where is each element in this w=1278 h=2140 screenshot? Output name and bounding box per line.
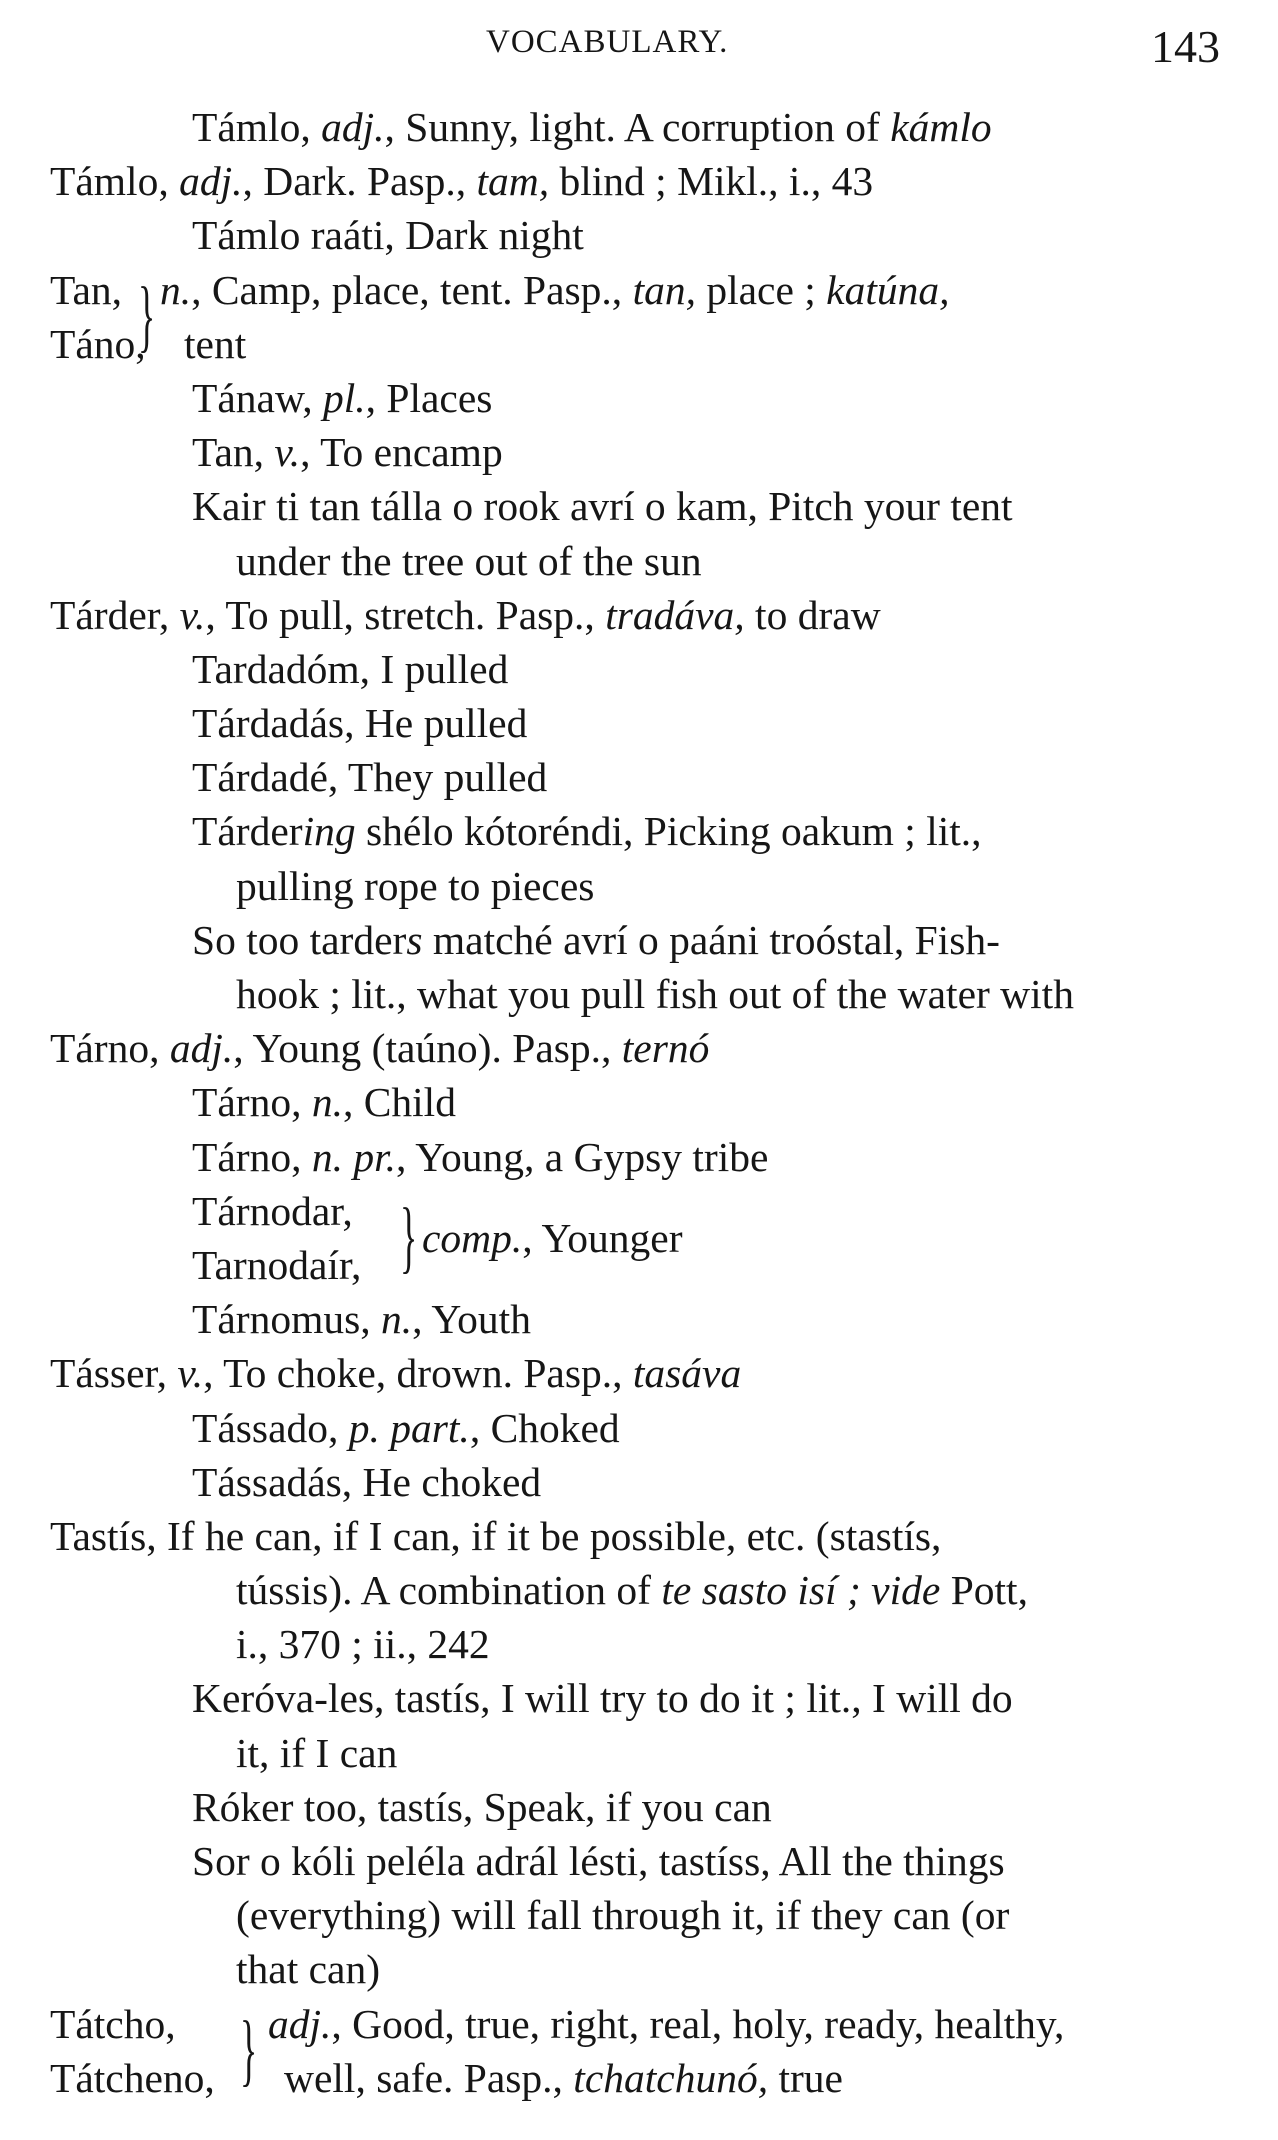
entry-line: Támlo, adj., Dark. Pasp., tam, blind ; Mikl., i., 43 xyxy=(50,158,874,205)
entry-line: under the tree out of the sun xyxy=(236,537,702,584)
entry-line: tússis). A combination of te sasto isí ; vide Pott, xyxy=(236,1567,1028,1614)
entry-line: Támlo, adj., Sunny, light. A corruption of kámlo xyxy=(192,104,992,150)
headword: Táno, xyxy=(50,320,146,367)
entry-line: Tássado, p. part., Choked xyxy=(192,1404,620,1451)
brace: } xyxy=(400,1192,418,1281)
entry-line: it, if I can xyxy=(236,1729,398,1776)
entry-line: Tardadóm, I pulled xyxy=(192,645,509,692)
entry-line: Kair ti tan tálla o rook avrí o kam, Pitch your tent xyxy=(192,483,1013,530)
entry-line: (everything) will fall through it, if they can (or xyxy=(236,1892,1010,1939)
entry-tan xyxy=(50,263,1220,371)
entry-line: Tastís, If he can, if I can, if it be possible, etc. (stastís, xyxy=(50,1512,942,1559)
running-title: VOCABULARY. xyxy=(486,24,729,60)
entry-line: Tánaw, pl., Places xyxy=(192,374,493,421)
vocabulary-entries xyxy=(50,100,1220,2105)
entry-line: tent xyxy=(184,320,247,367)
entry-line: that can) xyxy=(236,1946,381,1993)
entry-line: Tásser, v., To choke, drown. Pasp., tasáva xyxy=(50,1350,742,1397)
headword: Tátcho, xyxy=(50,2000,176,2047)
entry-line: well, safe. Pasp., tchatchunó, true xyxy=(284,2054,843,2101)
entry-line: comp., Younger xyxy=(422,1214,683,1261)
entry-line: n., Camp, place, tent. Pasp., tan, place ; katúna, xyxy=(160,266,950,313)
entry-line: Támlo raáti, Dark night xyxy=(192,212,584,259)
entry-line: pulling rope to pieces xyxy=(236,862,595,909)
entry-line: adj., Good, true, right, real, holy, ready, healthy, xyxy=(268,2000,1065,2047)
entry-line: Tárder, v., To pull, stretch. Pasp., tradáva, to draw xyxy=(50,591,881,638)
entry-line: Tárno, adj., Young (taúno). Pasp., ternó xyxy=(50,1025,710,1072)
entry-line: Tárdadás, He pulled xyxy=(192,700,528,747)
headword: Tárnodar, xyxy=(192,1187,353,1234)
entry-line: Tárdadé, They pulled xyxy=(192,754,548,801)
entry-line: Tássadás, He choked xyxy=(192,1458,542,1505)
entry-line: Tárno, n., Child xyxy=(192,1079,456,1126)
entry-line: Róker too, tastís, Speak, if you can xyxy=(192,1783,772,1830)
entry-tarnodar xyxy=(50,1184,1220,1292)
entry-line: hook ; lit., what you pull fish out of the water with xyxy=(236,971,1074,1018)
headword: Tarnodaír, xyxy=(192,1241,362,1288)
entry-line: i., 370 ; ii., 242 xyxy=(236,1621,490,1668)
headword: Tátcheno, xyxy=(50,2054,215,2101)
brace: } xyxy=(240,2005,258,2094)
page-number: 143 xyxy=(1151,21,1220,72)
entry-tatcho xyxy=(50,1997,1220,2105)
brace: } xyxy=(138,271,156,360)
running-header xyxy=(0,18,1278,74)
entry-line: Tárnomus, n., Youth xyxy=(192,1296,531,1343)
entry-line: So too tarders matché avrí o paáni troóstal, Fish- xyxy=(192,916,1000,963)
entry-line: Tárno, n. pr., Young, a Gypsy tribe xyxy=(192,1133,769,1180)
entry-line: Tárdering shélo kótoréndi, Picking oakum ; lit., xyxy=(192,808,982,855)
entry-line: Keróva-les, tastís, I will try to do it ; lit., I will do xyxy=(192,1675,1013,1722)
entry-line: Tan, v., To encamp xyxy=(192,429,503,476)
entry-line: Sor o kóli peléla adrál lésti, tastíss, All the things xyxy=(192,1838,1005,1885)
headword: Tan, xyxy=(50,266,122,313)
